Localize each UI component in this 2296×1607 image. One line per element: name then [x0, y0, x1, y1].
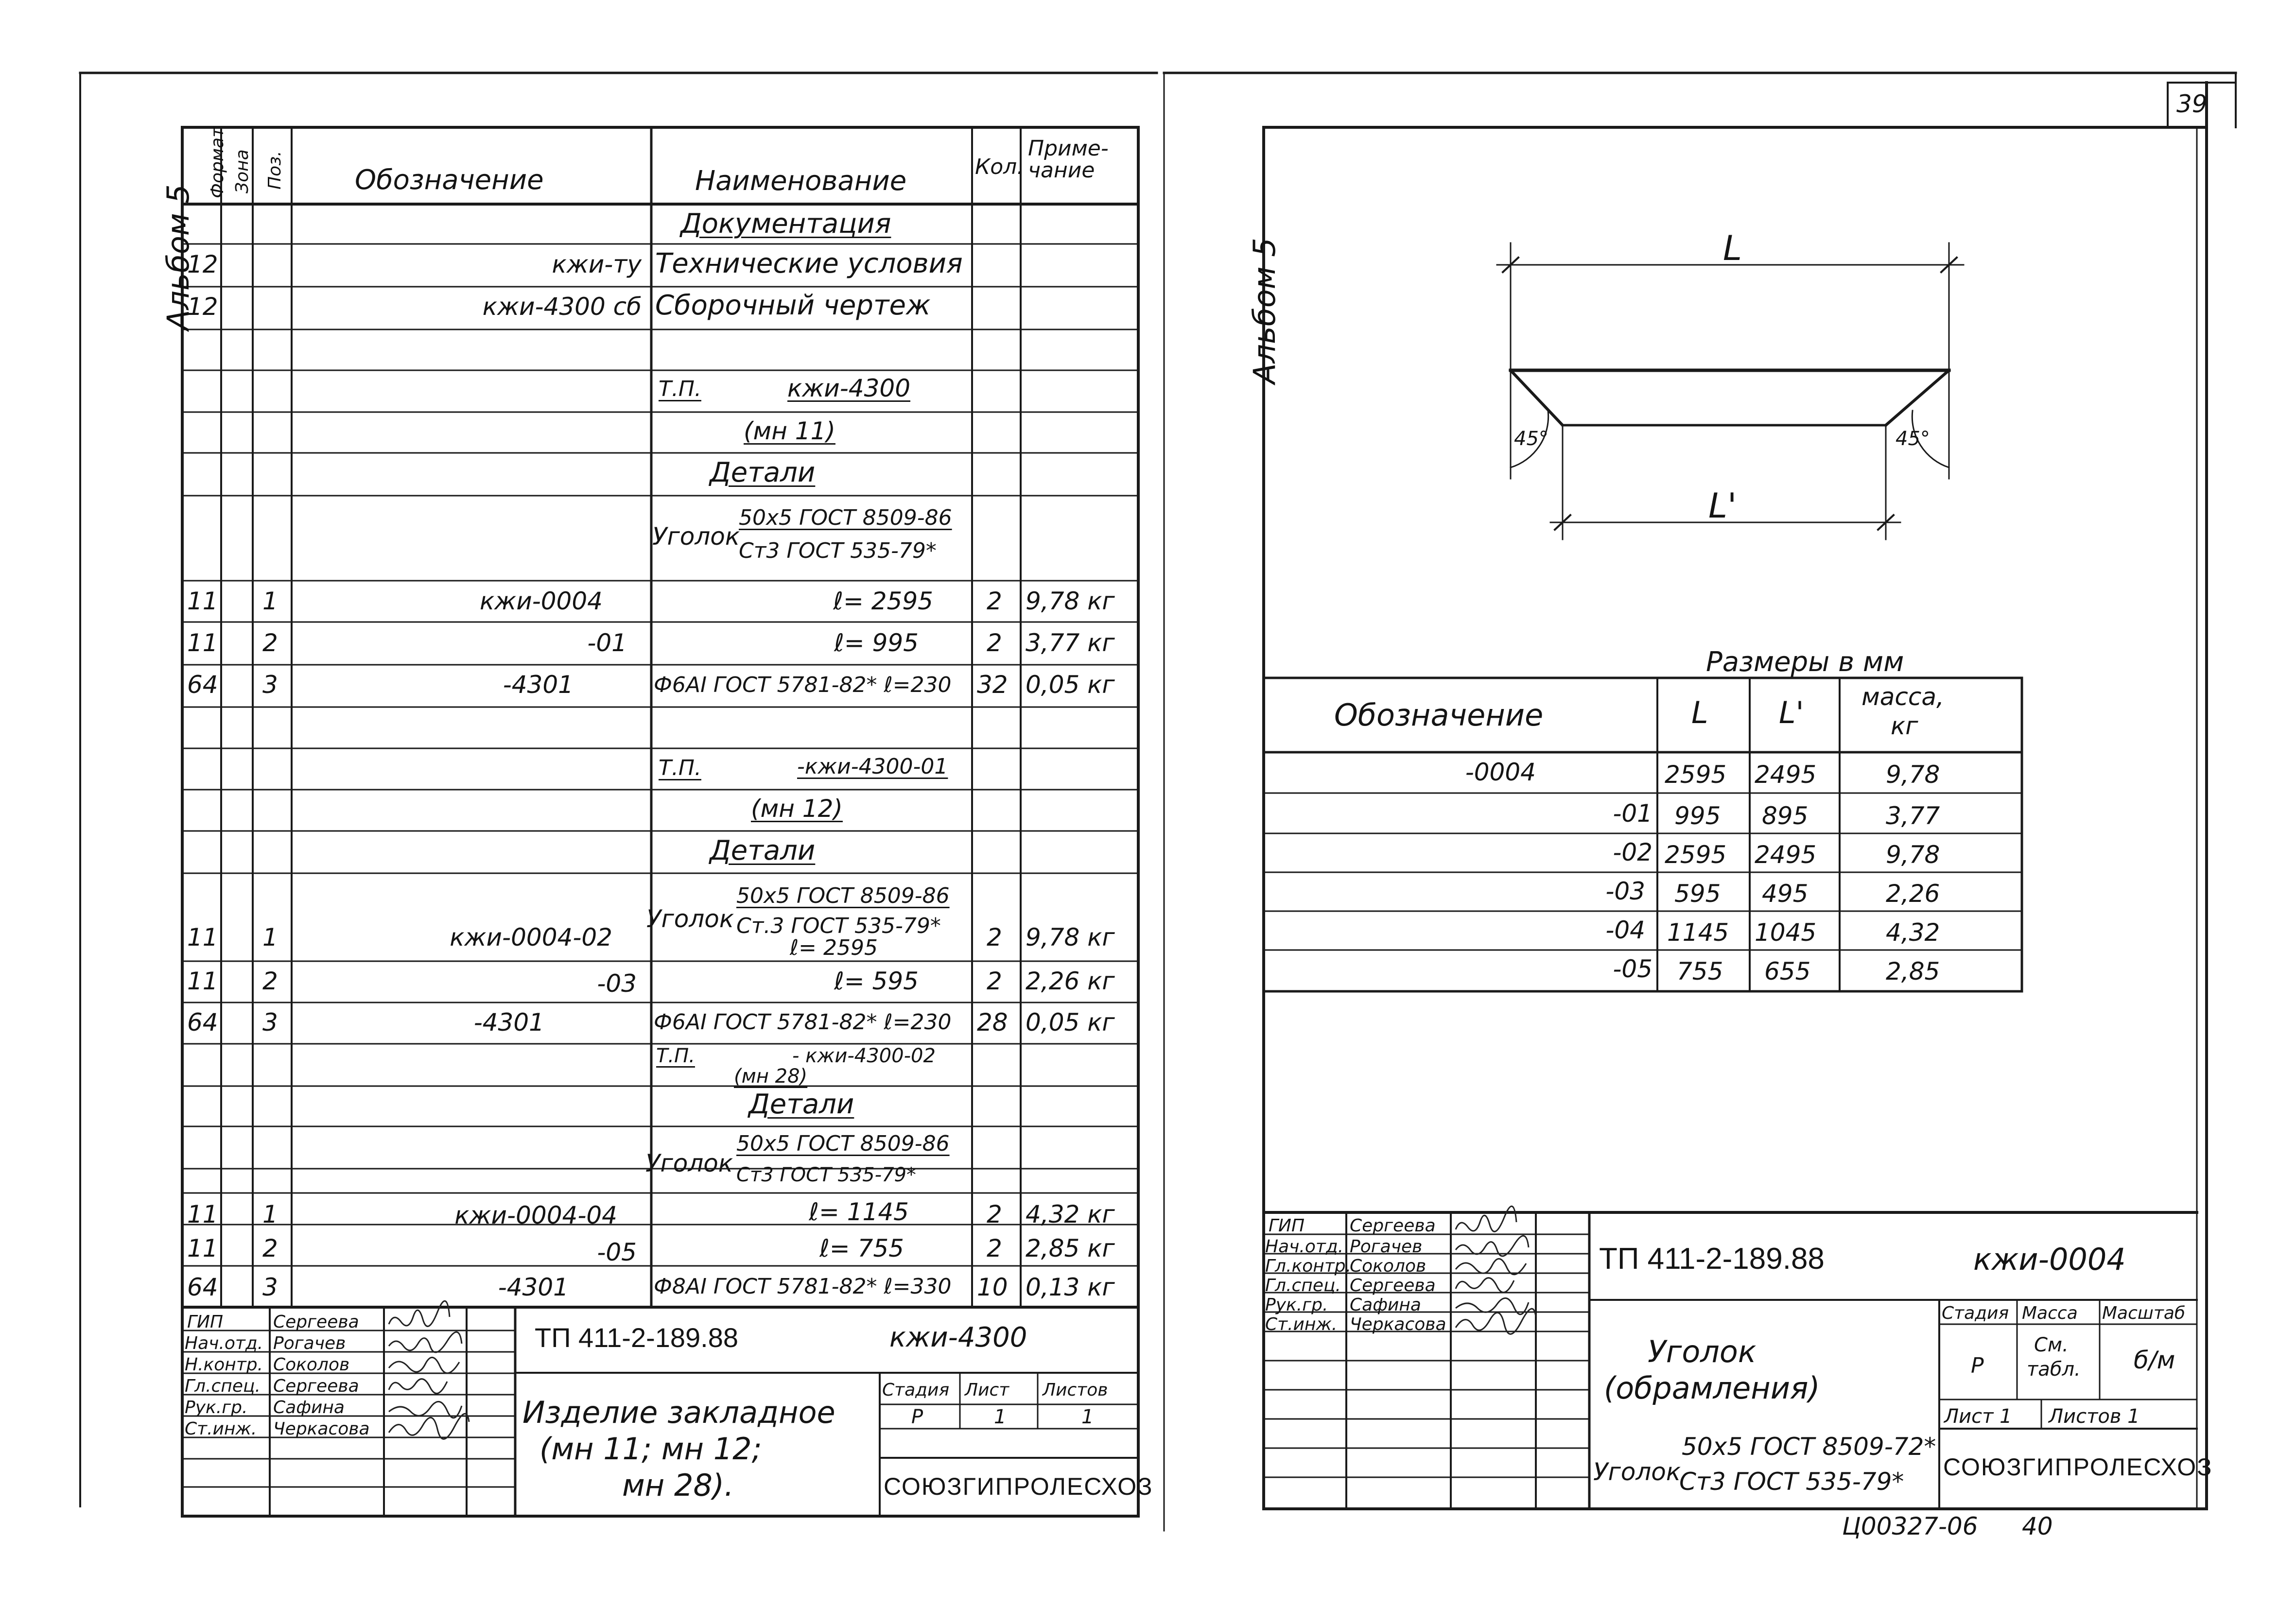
cell-poz: 2 — [262, 1234, 278, 1262]
cell-oboznachenie: кжи-0004-02 — [450, 923, 612, 951]
stamp-role: Нач.отд. — [1265, 1237, 1344, 1257]
cell-poz: 3 — [262, 671, 278, 699]
stamp-role: Рук.гр. — [185, 1398, 248, 1417]
organization: СОЮЗГИПРОЛЕСХОЗ — [884, 1473, 1153, 1500]
stamp-role: Гл.спец. — [185, 1376, 261, 1396]
header-oboznachenie: Обозначение — [355, 164, 544, 196]
header-primechanie-2: чание — [1028, 158, 1095, 183]
albom-label-left: Альбом 5 — [160, 184, 196, 330]
stamp-role: ГИП — [1269, 1216, 1305, 1236]
cell-oboznachenie: кжи-4300 сб — [482, 293, 642, 321]
sizes-caption: Размеры в мм — [1706, 646, 1904, 678]
ugolok-spec-1: 50x5 ГОСТ 8509-86 — [736, 1131, 950, 1156]
cell-oboznachenie: -03 — [597, 969, 637, 998]
cell-format: 12 — [187, 293, 218, 321]
cell-naimenovanie: Технические условия — [655, 248, 963, 279]
stamp-massa: табл. — [2027, 1358, 2081, 1381]
stamp-name: Соколов — [273, 1355, 350, 1375]
tp-label: Т.П. — [656, 1045, 695, 1067]
ugolok-label: Уголок — [646, 905, 734, 933]
cell-kol: 28 — [977, 1008, 1008, 1037]
sizes-header-mass-unit: кг — [1891, 712, 1918, 740]
stamp-role: Рук.гр. — [1265, 1295, 1328, 1315]
section-detali: Детали — [710, 457, 816, 488]
cell-naimenovanie: Ф6AI ГОСТ 5781-82* ℓ=230 — [654, 673, 952, 697]
cell-naimenovanie: ℓ= 595 — [834, 967, 919, 995]
tp-mark: кжи-4300 — [787, 374, 911, 402]
tp-label: Т.П. — [659, 377, 701, 401]
stamp-massa-header: Масса — [2022, 1303, 2078, 1323]
stamp-role: Гл.спец. — [1265, 1276, 1341, 1296]
cell-primechanie: 0,05 кг — [1026, 671, 1115, 699]
cell-oboznachenie: кжи-0004-04 — [454, 1201, 617, 1229]
ugolok-spec-2: Ст3 ГОСТ 535-79* — [736, 1164, 916, 1186]
stamp-stadiya-header: Стадия — [1942, 1303, 2009, 1323]
stamp-massa: См. — [2034, 1334, 2069, 1356]
header-kol: Кол. — [975, 155, 1024, 179]
stamp-role: ГИП — [187, 1312, 224, 1332]
cell-kol: 2 — [987, 1234, 1002, 1262]
bottom-code: Ц00327-06 — [1842, 1512, 1978, 1540]
header-primechanie-1: Приме- — [1028, 136, 1109, 161]
cell-oboznachenie: -05 — [597, 1238, 637, 1266]
sizes-cell-L1: 895 — [1762, 802, 1809, 830]
mn-label: (мн 12) — [751, 795, 843, 823]
angle-left: 45° — [1514, 428, 1548, 450]
stamp-role: Гл.контр. — [1265, 1256, 1352, 1276]
stamp-title: (обрамления) — [1604, 1370, 1820, 1406]
cell-primechanie: 9,78 кг — [1026, 587, 1115, 615]
sizes-cell-L1: 2495 — [1755, 841, 1817, 869]
ugolok-length: ℓ= 2595 — [790, 935, 878, 960]
cell-format: 11 — [187, 967, 218, 995]
stamp-stadiya: Р — [1971, 1353, 1984, 1378]
stamp-name: Сергеева — [1350, 1276, 1436, 1296]
stamp-title: мн 28). — [622, 1468, 734, 1503]
sizes-cell-obozn: -01 — [1613, 799, 1652, 828]
bottom-number: 40 — [2022, 1512, 2053, 1540]
cell-naimenovanie: Ф8AI ГОСТ 5781-82* ℓ=330 — [654, 1274, 952, 1299]
doc-code: ТП 411-2-189.88 — [1599, 1242, 1825, 1276]
ugolok-label: Уголок — [645, 1149, 733, 1177]
angle-right: 45° — [1896, 428, 1930, 450]
stamp-listov-header: Листов — [1043, 1380, 1108, 1400]
stamp-listov: 1 — [1081, 1406, 1094, 1428]
cell-oboznachenie: -4301 — [503, 671, 574, 699]
section-dokumentaciya: Документация — [680, 208, 891, 240]
sizes-cell-mass: 2,26 — [1886, 880, 1940, 908]
header-zona: Зона — [232, 149, 252, 193]
sizes-header-mass: масса, — [1861, 683, 1944, 711]
ugolok-spec-1: 50x5 ГОСТ 8509-86 — [736, 883, 950, 908]
stamp-role: Нач.отд. — [185, 1333, 263, 1353]
cell-kol: 10 — [977, 1273, 1008, 1301]
sizes-cell-L: 1145 — [1667, 918, 1729, 947]
cell-poz: 1 — [262, 923, 278, 951]
cell-naimenovanie: Ф6AI ГОСТ 5781-82* ℓ=230 — [654, 1010, 952, 1035]
header-format: Формат — [208, 127, 227, 198]
page-number: 39 — [2176, 90, 2208, 118]
stamp-list: Лист 1 — [1944, 1405, 2012, 1428]
mn-label: (мн 28) — [734, 1065, 808, 1088]
stamp-name: Сергеева — [273, 1376, 359, 1396]
sizes-cell-obozn: -04 — [1605, 916, 1645, 944]
sizes-cell-obozn: -0004 — [1465, 758, 1536, 786]
stamp-role: Н.контр. — [185, 1355, 263, 1375]
albom-label-right: Альбом 5 — [1247, 238, 1282, 384]
cell-kol: 2 — [987, 967, 1002, 995]
doc-mark: кжи-4300 — [889, 1322, 1027, 1353]
ugolok-spec-2: Ст3 ГОСТ 535-79* — [1679, 1468, 1904, 1496]
sizes-cell-L1: 655 — [1764, 957, 1811, 985]
cell-primechanie: 4,32 кг — [1026, 1200, 1115, 1228]
cell-oboznachenie: -01 — [587, 629, 627, 657]
cell-oboznachenie: -4301 — [498, 1273, 569, 1301]
stamp-name: Черкасова — [273, 1419, 370, 1439]
cell-primechanie: 0,05 кг — [1026, 1008, 1115, 1037]
cell-format: 11 — [187, 1234, 218, 1262]
sizes-cell-L: 2595 — [1665, 841, 1727, 869]
tp-label: Т.П. — [659, 756, 701, 780]
cell-oboznachenie: -4301 — [473, 1008, 544, 1037]
organization: СОЮЗГИПРОЛЕСХОЗ — [1943, 1453, 2213, 1481]
stamp-role: Ст.инж. — [185, 1419, 257, 1439]
sizes-cell-obozn: -02 — [1613, 838, 1652, 866]
sizes-cell-mass: 2,85 — [1886, 957, 1940, 985]
cell-poz: 1 — [262, 587, 278, 615]
section-detali: Детали — [748, 1089, 854, 1120]
cell-primechanie: 9,78 кг — [1026, 923, 1115, 951]
cell-format: 11 — [187, 923, 218, 951]
stamp-name: Черкасова — [1350, 1314, 1446, 1334]
cell-format: 11 — [187, 587, 218, 615]
cell-format: 11 — [187, 1200, 218, 1228]
stamp-stadiya-header: Стадия — [882, 1380, 950, 1400]
cell-poz: 3 — [262, 1008, 278, 1037]
stamp-masshtab-header: Масштаб — [2102, 1303, 2186, 1323]
stamp-masshtab: б/м — [2134, 1346, 2175, 1374]
cell-naimenovanie: ℓ= 1145 — [809, 1198, 909, 1226]
cell-kol: 2 — [987, 587, 1002, 615]
header-poz: Поз. — [265, 151, 285, 190]
sizes-header-L: L — [1691, 695, 1708, 730]
sizes-cell-mass: 3,77 — [1886, 802, 1940, 830]
sizes-cell-L1: 2495 — [1755, 760, 1817, 789]
ugolok-spec-1: 50x5 ГОСТ 8509-72* — [1682, 1433, 1936, 1461]
stamp-title: Уголок — [1648, 1334, 1757, 1369]
dim-L: L — [1723, 228, 1742, 268]
cell-naimenovanie: Сборочный чертеж — [655, 290, 931, 321]
cell-primechanie: 2,26 кг — [1026, 967, 1115, 995]
cell-poz: 2 — [262, 967, 278, 995]
signatures-left — [389, 1301, 469, 1439]
cell-format: 64 — [187, 1008, 218, 1037]
header-naimenovanie: Наименование — [695, 165, 907, 197]
tp-mark: - кжи-4300-02 — [792, 1045, 936, 1067]
sizes-cell-mass: 4,32 — [1886, 918, 1940, 947]
cell-kol: 2 — [987, 923, 1002, 951]
sizes-cell-L: 2595 — [1665, 760, 1727, 789]
sizes-cell-L: 755 — [1677, 957, 1723, 985]
cell-format: 11 — [187, 629, 218, 657]
stamp-name: Соколов — [1350, 1256, 1426, 1276]
stamp-role: Ст.инж. — [1265, 1314, 1338, 1334]
sizes-cell-obozn: -03 — [1605, 877, 1645, 905]
stamp-name: Сафина — [273, 1398, 345, 1417]
stamp-name: Сергеева — [273, 1312, 359, 1332]
dim-L1: L' — [1708, 486, 1737, 526]
sizes-cell-L: 595 — [1674, 880, 1721, 908]
signatures-right — [1456, 1206, 1536, 1334]
stamp-name: Сергеева — [1350, 1216, 1436, 1236]
stamp-name: Рогачев — [1350, 1237, 1423, 1257]
stamp-name: Сафина — [1350, 1295, 1421, 1315]
cell-kol: 2 — [987, 1200, 1002, 1228]
sizes-cell-obozn: -05 — [1613, 955, 1652, 983]
stamp-title: (мн 11; мн 12; — [539, 1431, 762, 1467]
cell-naimenovanie: ℓ= 755 — [819, 1234, 904, 1262]
cell-kol: 2 — [987, 629, 1002, 657]
sizes-cell-L1: 495 — [1762, 880, 1809, 908]
mn-label: (мн 11) — [744, 417, 835, 445]
ugolok-spec-2: Ст.3 ГОСТ 535-79* — [736, 914, 941, 938]
sizes-cell-mass: 9,78 — [1886, 760, 1940, 789]
stamp-listov: Листов 1 — [2049, 1405, 2140, 1428]
doc-code: ТП 411-2-189.88 — [535, 1322, 739, 1353]
stamp-stadiya: Р — [911, 1406, 923, 1428]
cell-primechanie: 2,85 кг — [1026, 1234, 1115, 1262]
stamp-list-header: Лист — [965, 1380, 1009, 1400]
cell-poz: 1 — [262, 1200, 278, 1228]
cell-oboznachenie: кжи-0004 — [479, 587, 603, 615]
sizes-cell-mass: 9,78 — [1886, 841, 1940, 869]
ugolok-spec-1: 50x5 ГОСТ 8509-86 — [739, 505, 952, 530]
cell-naimenovanie: ℓ= 995 — [834, 629, 919, 657]
cell-format: 64 — [187, 671, 218, 699]
sizes-cell-L1: 1045 — [1755, 918, 1817, 947]
sizes-cell-L: 995 — [1674, 802, 1721, 830]
doc-mark: кжи-0004 — [1973, 1242, 2126, 1277]
ugolok-label: Уголок — [1593, 1458, 1681, 1486]
cell-primechanie: 3,77 кг — [1026, 629, 1115, 657]
cell-kol: 32 — [977, 671, 1008, 699]
cell-poz: 3 — [262, 1273, 278, 1301]
cell-oboznachenie: кжи-ту — [552, 250, 642, 278]
cell-naimenovanie: ℓ= 2595 — [833, 587, 933, 615]
tp-mark: -кжи-4300-01 — [797, 754, 948, 779]
ugolok-spec-2: Ст3 ГОСТ 535-79* — [739, 538, 937, 563]
cell-primechanie: 0,13 кг — [1026, 1273, 1115, 1301]
stamp-title: Изделие закладное — [522, 1395, 835, 1430]
section-detali: Детали — [710, 835, 816, 866]
sizes-header-L1: L' — [1779, 695, 1804, 730]
ugolok-label: Уголок — [652, 522, 740, 551]
stamp-list: 1 — [994, 1406, 1007, 1428]
cell-poz: 2 — [262, 629, 278, 657]
cell-format: 64 — [187, 1273, 218, 1301]
cell-format: 12 — [187, 250, 218, 278]
sizes-header-oboznachenie: Обозначение — [1334, 697, 1544, 733]
stamp-name: Рогачев — [273, 1333, 346, 1353]
